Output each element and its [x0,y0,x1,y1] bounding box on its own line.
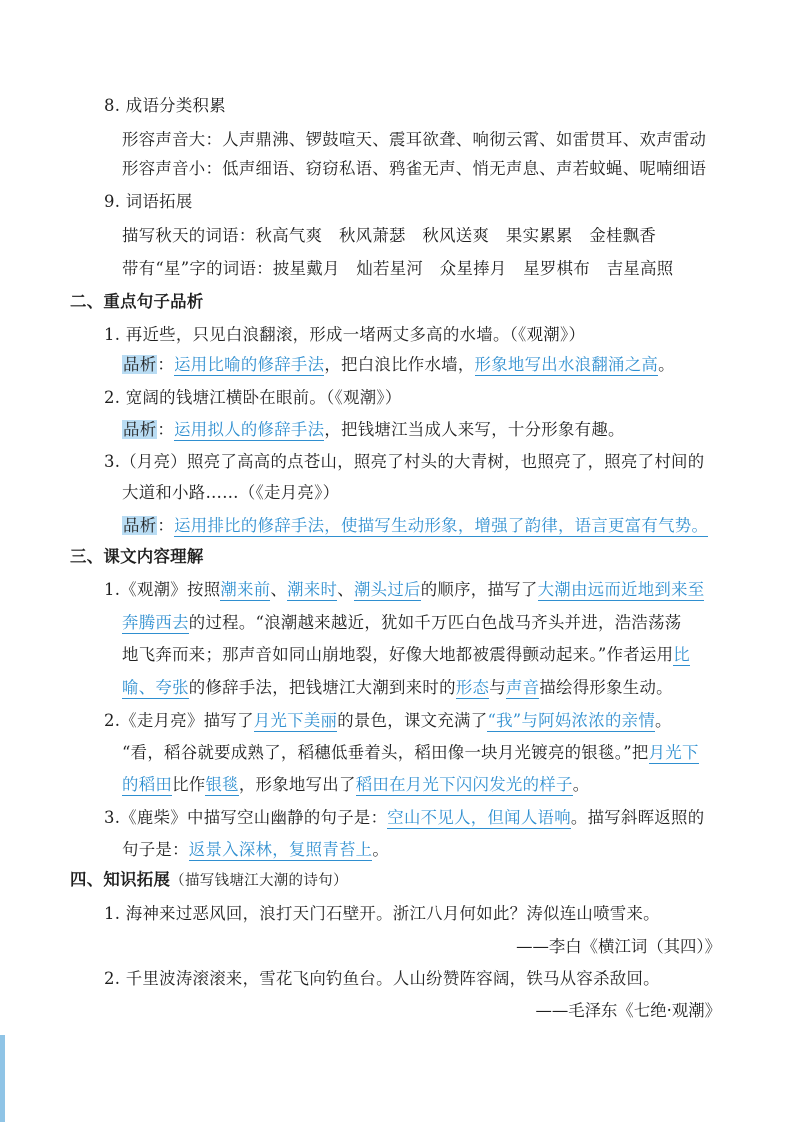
analysis-tag: 品析 [123,355,157,374]
text-run: 的顺序，描写了 [420,580,538,599]
text-run: ，把钱塘江当成人来写，十分形象有趣。 [324,420,625,439]
text-line [122,481,339,505]
text-run: 形容声音小：低声细语、窃窃私语、鸦雀无声、悄无声息、声若蚊蝇、呢喃细语 [122,159,707,178]
text-run: ： [157,516,175,535]
text-run: 比作 [172,775,206,794]
text-line [122,157,706,181]
text-line [122,418,625,442]
answer-underline: 潮来时 [287,580,338,599]
text-run: 2.《走月亮》描写了 [104,711,254,730]
text-line [122,741,699,765]
heading-title: 二、重点句子品析 [70,292,204,311]
text-line [122,838,389,862]
text-line [122,514,708,538]
poem-source [516,935,721,959]
text-run: ——李白《横江词（其四）》 [516,937,721,956]
text-run: ： [157,355,175,374]
text-run: 1. 再近些，只见白浪翻滚，形成一堵两丈多高的水墙。（《观潮》） [104,325,586,344]
text-line [104,386,402,410]
text-line [122,676,673,700]
text-run: 地飞奔而来；那声音如同山崩地裂，好像大地都被震得颤动起来。”作者运用 [122,645,674,664]
text-line [122,773,589,797]
text-run: ——毛泽东《七绝·观潮》 [535,1001,721,1020]
answer-underline: 喻、夸张 [122,678,189,697]
text-line [104,902,660,926]
text-line [104,450,704,474]
text-run: 大道和小路……（《走月亮》） [122,483,340,502]
text-line [104,806,704,830]
text-run: 描绘得形象生动。 [539,678,673,697]
text-run: 。 [572,775,590,794]
text-line [122,224,656,248]
text-run: 2. 宽阔的钱塘江横卧在眼前。（《观潮》） [104,388,402,407]
text-line [122,611,681,635]
answer-underline: 潮来前 [220,580,271,599]
text-line [104,190,193,214]
answer-underline: 月光下美丽 [253,711,338,730]
text-run: 。 [655,711,672,730]
text-run: 的过程。“浪潮越来越近，犹如千万匹白色战马齐头并进，浩浩荡荡 [188,613,682,632]
answer-underline: 月光下 [648,743,699,762]
text-run: 与 [489,678,506,697]
text-line [122,353,675,377]
answer-underline: 空山不见人，但闻人语响 [387,808,571,827]
text-run: 。 [372,840,390,859]
text-run: 8. 成语分类积累 [104,96,226,115]
answer-underline: 银毯 [205,775,239,794]
section-heading [70,545,204,569]
text-run: 、 [270,580,288,599]
text-run: 句子是： [122,840,189,859]
text-line [104,94,226,118]
text-run: 1. 海神来过恶风回，浪打天门石壁开。浙江八月何如此？涛似连山喷雪来。 [104,904,660,923]
poem-source [535,999,721,1023]
page-edge-strip [0,1035,5,1122]
answer-underline: 潮头过后 [353,580,421,599]
text-line [104,967,660,991]
answer-underline: 形象地写出水浪翻涌之高 [474,355,659,374]
text-run: 2. 千里波涛滚滚来，雪花飞向钓鱼台。人山纷赞阵容阔，铁马从容杀敌回。 [104,969,660,988]
analysis-tag: 品析 [123,516,157,535]
analysis-tag: 品析 [123,420,157,439]
text-run: 。 [658,355,675,374]
heading-note: （描写钱塘江大潮的诗句） [170,873,348,889]
text-run: 形容声音大：人声鼎沸、锣鼓喧天、震耳欲聋、响彻云霄、如雷贯耳、欢声雷动 [122,130,707,149]
text-run: 描写秋天的词语：秋高气爽 秋风萧瑟 秋风送爽 果实累累 金桂飘香 [122,226,657,245]
text-run: 1.《观潮》按照 [104,580,221,599]
section-heading [70,868,348,893]
answer-underline: 稻田在月光下闪闪发光的样子 [355,775,573,794]
answer-underline: 声音 [505,678,540,697]
text-run: ，把白浪比作水墙， [324,355,475,374]
answer-underline: 形态 [455,678,490,697]
text-run: ： [157,420,175,439]
text-line [122,128,706,152]
text-run: 9. 词语拓展 [104,192,193,211]
answer-underline: 的稻田 [122,775,173,794]
answer-underline: 运用比喻的修辞手法 [174,355,325,374]
answer-underline: 运用拟人的修辞手法 [174,420,325,439]
answer-underline: 返景入深林，复照青苔上 [188,840,373,859]
text-run: 的景色，课文充满了 [337,711,488,730]
answer-underline: 大潮由远而近地到来至 [537,580,705,599]
answer-underline: 奔腾西去 [122,613,189,632]
text-line [122,643,690,667]
section-heading [70,290,204,314]
text-run: 、 [337,580,354,599]
heading-title: 三、课文内容理解 [70,547,204,566]
answer-underline: “我”与阿妈浓浓的亲情 [487,711,656,730]
text-line [104,578,704,602]
text-run: 。描写斜晖返照的 [570,808,705,827]
answer-underline: 比 [673,645,690,664]
text-run: 带有“星”字的词语：披星戴月 灿若星河 众星捧月 星罗棋布 吉星高照 [122,259,674,278]
text-run: 的修辞手法，把钱塘江大潮到来时的 [188,678,456,697]
text-line [122,257,673,281]
text-run: ，形象地写出了 [238,775,356,794]
heading-title: 四、知识拓展 [70,870,171,889]
text-run: 3.《鹿柴》中描写空山幽静的句子是： [104,808,388,827]
text-line [104,323,585,347]
text-line [104,709,672,733]
text-run: “看，稻谷就要成熟了，稻穗低垂着头，稻田像一块月光镀亮的银毯。”把 [122,743,649,762]
text-run: 3.（月亮）照亮了高高的点苍山，照亮了村头的大青树，也照亮了，照亮了村间的 [104,452,705,471]
answer-underline: 运用排比的修辞手法，使描写生动形象，增强了韵律，语言更富有气势。 [174,516,709,535]
